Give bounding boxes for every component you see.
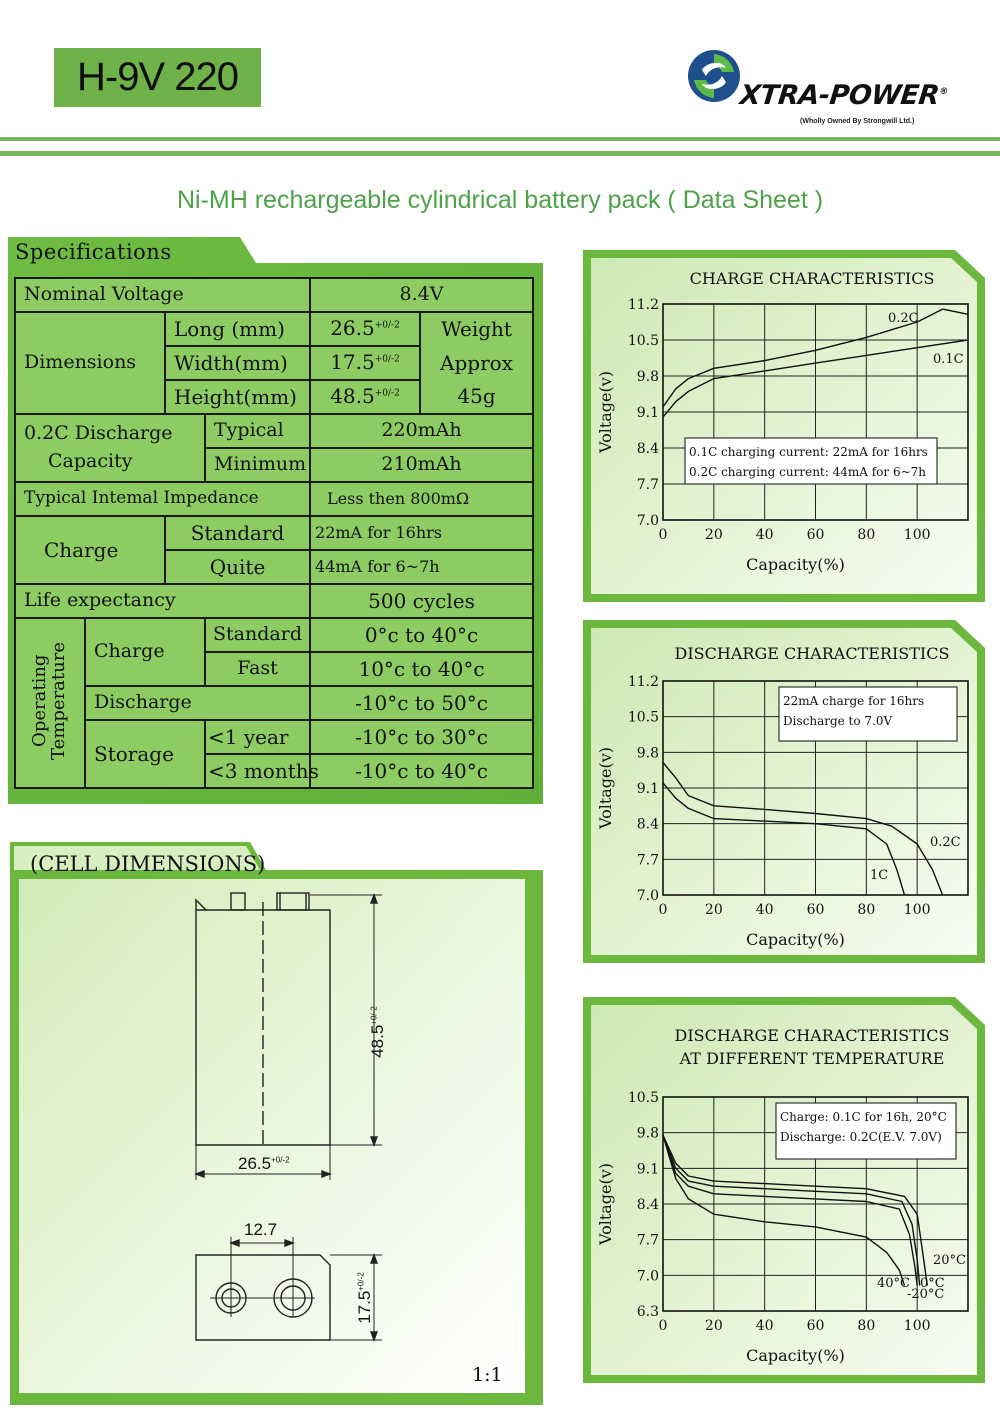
- y-tick-label: 7.0: [636, 1268, 659, 1285]
- chart-title: DISCHARGE CHARACTERISTICS: [674, 1026, 950, 1045]
- charge-label: Charge: [15, 516, 165, 584]
- table-row: [15, 482, 533, 516]
- y-tick-label: 9.1: [636, 405, 659, 421]
- table-row: [15, 584, 533, 618]
- capacity-label: 0.2C Discharge Capacity: [15, 414, 205, 482]
- x-tick-label: 80: [857, 902, 876, 918]
- x-tick-label: 40: [755, 527, 774, 543]
- chart-subtitle: AT DIFFERENT TEMPERATURE: [679, 1049, 945, 1068]
- header-divider: [0, 137, 1000, 141]
- op-storage-3m-label: <3 months: [205, 754, 310, 788]
- x-axis-label: Capacity(%): [746, 1346, 845, 1365]
- x-tick-label: 0: [658, 902, 668, 918]
- annotation-text: 0.2C charging current: 44mA for 6~7h: [689, 465, 926, 479]
- annotation-text: 0.1C charging current: 22mA for 16hrs: [689, 445, 928, 459]
- x-tick-label: 20: [704, 527, 723, 543]
- cell-long-dim: $26.5^{+0/-2}$: [238, 1154, 290, 1173]
- brand-subtitle: (Wholly Owned By Strongwill Ltd.): [800, 118, 915, 125]
- height-value: $48.5^{+0/-2}$: [310, 380, 420, 414]
- series-label: 0.1C: [933, 352, 964, 367]
- capacity-typical-value: 220mAh: [310, 414, 533, 448]
- operating-temp-label: Operating Temperature: [15, 618, 85, 788]
- table-row: [15, 618, 533, 652]
- y-tick-label: 11.2: [627, 674, 659, 690]
- op-storage-1y-label: <1 year: [205, 720, 310, 754]
- life-label: Life expectancy: [15, 584, 310, 618]
- op-storage-1y-value: -10°c to 30°c: [310, 720, 533, 754]
- brand-name: XTRA-POWER®: [738, 80, 949, 111]
- x-tick-label: 0: [658, 1318, 668, 1334]
- series-label: -20°C: [907, 1287, 945, 1302]
- x-tick-label: 80: [857, 1318, 876, 1334]
- table-row: [15, 312, 533, 346]
- weight-approx: Approx: [420, 346, 533, 380]
- series-label: 40°C: [877, 1276, 910, 1291]
- annotation-text: 22mA charge for 16hrs: [783, 694, 925, 708]
- scale-label: 1:1: [472, 1364, 503, 1386]
- y-tick-label: 9.8: [636, 745, 659, 762]
- y-axis-label: Voltage(v): [596, 746, 615, 830]
- capacity-typical-label: Typical: [205, 414, 310, 448]
- table-row: [15, 414, 533, 448]
- op-charge-fast-value: 10°c to 40°c: [310, 652, 533, 686]
- width-value: $17.5^{+0/-2}$: [310, 346, 420, 380]
- width-label: Width(mm): [165, 346, 310, 380]
- spec-title: Specifications: [15, 240, 172, 264]
- y-tick-label: 6.3: [636, 1304, 659, 1320]
- table-row: [15, 516, 533, 550]
- charge-standard-value: 22mA for 16hrs: [310, 516, 533, 550]
- y-tick-label: 7.7: [636, 477, 659, 493]
- capacity-minimum-value: 210mAh: [310, 448, 533, 482]
- y-tick-label: 7.0: [636, 888, 659, 904]
- y-tick-label: 7.7: [636, 852, 659, 869]
- y-tick-label: 8.4: [636, 441, 659, 457]
- y-axis-label: Voltage(v): [596, 1162, 615, 1246]
- charge-standard-label: Standard: [165, 516, 310, 550]
- x-axis-label: Capacity(%): [746, 930, 845, 949]
- spec-table: [14, 277, 534, 789]
- op-discharge-value: -10°c to 50°c: [310, 686, 533, 720]
- annotation-text: Charge: 0.1C for 16h, 20°C: [780, 1110, 947, 1124]
- cell-width-dim: $17.5^{+0/-2}$: [355, 1272, 374, 1324]
- y-tick-label: 7.7: [636, 1232, 659, 1249]
- weight-label: Weight: [420, 312, 533, 346]
- op-storage-label: Storage: [85, 720, 205, 788]
- discharge-chart: [583, 620, 985, 963]
- x-tick-label: 100: [903, 902, 931, 918]
- x-tick-label: 40: [755, 902, 774, 918]
- x-tick-label: 0: [658, 527, 668, 543]
- brand-logo-icon: [686, 48, 742, 104]
- op-charge-standard-label: Standard: [205, 618, 310, 652]
- impedance-label: Typical Intemal Impedance: [15, 482, 310, 516]
- weight-value: 45g: [420, 380, 533, 414]
- model-title: H-9V 220: [54, 48, 261, 107]
- header-divider-2: [0, 151, 1000, 156]
- x-tick-label: 60: [806, 527, 825, 543]
- nominal-voltage-value: 8.4V: [310, 278, 533, 312]
- annotation-text: Discharge to 7.0V: [783, 714, 893, 728]
- op-discharge-label: Discharge: [85, 686, 310, 720]
- y-tick-label: 8.4: [636, 1197, 659, 1213]
- series-label: 0.2C: [930, 835, 961, 850]
- height-label: Height(mm): [165, 380, 310, 414]
- impedance-value: Less then 800mΩ: [310, 482, 533, 516]
- cell-dimensions-panel: [10, 842, 543, 1405]
- cell-height-dim: $48.5^{+0/-2}$: [368, 1006, 387, 1058]
- x-tick-label: 100: [903, 1318, 931, 1334]
- charge-chart: [583, 250, 985, 602]
- table-row: [15, 278, 533, 312]
- op-storage-3m-value: -10°c to 40°c: [310, 754, 533, 788]
- x-tick-label: 80: [857, 527, 876, 543]
- annotation-text: Discharge: 0.2C(E.V. 7.0V): [780, 1130, 942, 1144]
- y-tick-label: 9.1: [636, 1161, 659, 1178]
- y-tick-label: 9.8: [636, 369, 659, 385]
- y-tick-label: 8.4: [636, 816, 659, 833]
- x-tick-label: 40: [755, 1318, 774, 1334]
- terminal-spacing-dim: 12.7: [244, 1220, 278, 1239]
- op-charge-fast-label: Fast: [205, 652, 310, 686]
- x-tick-label: 20: [704, 1318, 723, 1334]
- table-row: [15, 720, 533, 754]
- long-label: Long (mm): [165, 312, 310, 346]
- cell-dimensions-title: (CELL DIMENSIONS): [30, 852, 266, 876]
- life-value: 500 cycles: [310, 584, 533, 618]
- y-tick-label: 9.1: [636, 781, 659, 797]
- y-tick-label: 10.5: [627, 709, 659, 726]
- temperature-discharge-chart: [583, 997, 985, 1383]
- y-tick-label: 10.5: [627, 333, 659, 349]
- long-value: $26.5^{+0/-2}$: [310, 312, 420, 346]
- charge-quick-value: 44mA for 6~7h: [310, 550, 533, 584]
- y-axis-label: Voltage(v): [596, 370, 615, 454]
- chart-title: DISCHARGE CHARACTERISTICS: [674, 644, 950, 663]
- series-label: 0°C: [920, 1276, 945, 1291]
- series-label: 20°C: [933, 1253, 966, 1268]
- y-tick-label: 10.5: [627, 1090, 659, 1106]
- series-label: 1C: [870, 868, 889, 883]
- x-tick-label: 60: [806, 1318, 825, 1334]
- capacity-minimum-label: Minimum: [205, 448, 310, 482]
- x-tick-label: 100: [903, 527, 931, 543]
- y-tick-label: 7.0: [636, 513, 659, 529]
- table-row: [15, 686, 533, 720]
- x-tick-label: 60: [806, 902, 825, 918]
- chart-title: CHARGE CHARACTERISTICS: [689, 269, 935, 288]
- op-charge-standard-value: 0°c to 40°c: [310, 618, 533, 652]
- x-tick-label: 20: [704, 902, 723, 918]
- y-tick-label: 9.8: [636, 1125, 659, 1142]
- y-tick-label: 11.2: [627, 297, 659, 313]
- x-axis-label: Capacity(%): [746, 555, 845, 574]
- series-label: 0.2C: [888, 311, 919, 326]
- document-subtitle: Ni-MH rechargeable cylindrical battery pack ( Data Sheet ): [176, 186, 824, 214]
- nominal-voltage-label: Nominal Voltage: [15, 278, 310, 312]
- dimensions-label: Dimensions: [15, 312, 165, 414]
- op-charge-label: Charge: [85, 618, 205, 686]
- charge-quick-label: Quite: [165, 550, 310, 584]
